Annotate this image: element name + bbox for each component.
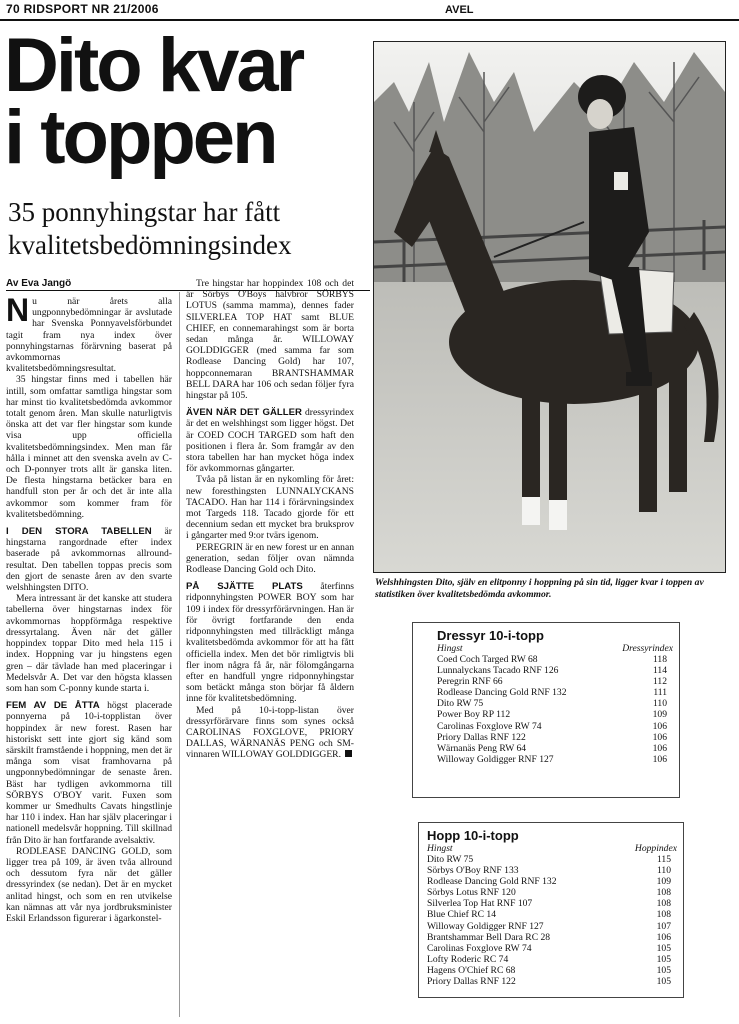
- photo-caption: Welshhingsten Dito, själv en elitponny i hoppning på sin tid, ligger kvar i toppen av statistiken över kvalitetsbedömda avkommor.: [375, 577, 704, 600]
- paragraph: PÅ SJÄTTE PLATS återfinns ridponnyhingsten POWER BOY som har 109 i index för dressyrförärvningen. Han är för övrigt fortfarande den enda ridponnyhingsten med tillräckligt många kvalitetsbedömda avkommor för att ha fått officiella index. Men det bör rimligtvis bli fler inom några få år, när fölomgångarna efter en handfull yngre ridponnyhingstar som betäckt många ston börjar få åldern inne för kvalitetsbedömning.: [186, 581, 354, 705]
- table-row: Dito RW 75 110: [437, 698, 667, 710]
- table-row: Carolinas Foxglove RW 74 106: [437, 720, 667, 732]
- publication-name: RIDSPORT NR 21/2006: [23, 2, 159, 16]
- table-title: Dressyr 10-i-topp: [437, 628, 544, 643]
- table-row: Priory Dallas RNF 122 106: [437, 731, 667, 743]
- table-row: Willoway Goldigger RNF 127 106: [437, 753, 667, 765]
- page-number: 70: [6, 2, 20, 16]
- paragraph: RODLEASE DANCING GOLD, som ligger trea på 109, är även tvåa allround och dessutom fyra när det gäller dressyrindex (se nedan). Det är en mycket anlitad hingst, och som en ren utvikelse kan nämnas att vår nya jordbruksminister Eskil Erlandsson figurerar i ägarkonstel-: [6, 845, 172, 924]
- header-rule: [0, 19, 739, 21]
- table-row: Lunnalyckans Tacado RNF 126 114: [437, 665, 667, 677]
- page-header: [6, 2, 159, 16]
- table-row: Peregrin RNF 66 112: [437, 676, 667, 688]
- column-header-name: Hingst: [427, 843, 453, 854]
- table-row: Willoway Goldigger RNF 127 107: [427, 920, 671, 932]
- paragraph: Tvåa på listan är en nykomling för året: new foresthingsten LUNNALYCKANS TACADO. Han har 114 i förärvningsindex mot Targeds 118. Tacado gjorde för ett decennium sedan ett mycket bra bruksprov i gångarter med 9:or tvärs igenom.: [186, 474, 354, 542]
- paragraph: Med på 10-i-topp-listan över dressyrförärvare finns som synes också CAROLINAS FOXGLOVE, PRIORY DALLAS, WÄRNANÄS PENG och SM-vinnaren WILLOWAY GOLDDIGGER.: [186, 704, 354, 761]
- paragraph-lead: FEM AV DE ÅTTA: [6, 700, 100, 712]
- table-row: Power Boy RP 112 109: [437, 709, 667, 721]
- paragraph: Mera intressant är det kanske att studera tabellerna över hingstarnas index för avkommornas hoppförmåga respektive dressyrtalang. Även när det gäller hoppindex toppar Dito med hela 115 i index. Hoppning var ju hingstens egen gren – där tävlade han med placeringar i Medelsvår A. Det var den högsta klassen som han som C-ponny kunde starta i.: [6, 593, 172, 694]
- paragraph: ÄVEN NÄR DET GÄLLER dressyrindex är det en welshhingst som ligger högst. Det är COED COCH TARGED som haft den positionen i flera år. Som framgår av den stora tabellen har han mycket höga index för avkommornas gångarter.: [186, 407, 354, 475]
- paragraph: 35 hingstar finns med i tabellen här intill, som omfattar samtliga hingstar som har minst tio kvalitetsbedömda avkommor totalt genom åren. Man skulle naturligtvis önska att det var fler hingstar som kunde visa upp officiella kvalitetsbedömningsindex. Men man får hålla i minnet att den svenska aveln av C- och D-ponnyer trots allt är ganska liten. De flesta hingstarna betäcker bara en handfull ston per år och det är inte alla avkommor som kommer fram för kvalitetsbedömning.: [6, 374, 172, 520]
- table-row: Rodlease Dancing Gold RNF 132 111: [437, 687, 667, 699]
- table-row: Sörbys Lotus RNF 120 108: [427, 887, 671, 899]
- subheadline: 35 ponnyhingstar har fått kvalitetsbedömningsindex: [8, 197, 292, 260]
- column-divider: [179, 292, 180, 1017]
- end-mark-icon: [345, 750, 352, 757]
- table-row: Hagens O'Chief RC 68 105: [427, 964, 671, 976]
- headline-line-2: i toppen: [4, 95, 276, 180]
- article-column-2: [186, 278, 354, 761]
- table-row: Sörbys O'Boy RNF 133 110: [427, 865, 671, 877]
- headline: [4, 23, 364, 180]
- column-header-value: Hoppindex: [634, 843, 677, 854]
- column-header-name: Hingst: [437, 643, 463, 654]
- table-body: [437, 654, 673, 765]
- table-row: Priory Dallas RNF 122 105: [427, 976, 671, 988]
- drop-cap: N: [6, 292, 30, 328]
- headline-line-1: Dito kvar: [4, 23, 303, 108]
- section-label: AVEL: [445, 4, 474, 16]
- table-row: Wärnanäs Peng RW 64 106: [437, 742, 667, 754]
- horse-rider-photo: [373, 41, 726, 573]
- paragraph-lead: PÅ SJÄTTE PLATS: [186, 581, 303, 593]
- table-row: Brantshammar Bell Dara RC 28 106: [427, 931, 671, 943]
- table-row: Dito RW 75 115: [427, 854, 671, 865]
- dressyr-top10-table: [412, 622, 680, 798]
- table-row: Carolinas Foxglove RW 74 105: [427, 942, 671, 954]
- hopp-top10-table: [418, 822, 684, 998]
- photo-illustration: [374, 42, 725, 572]
- paragraph: FEM AV DE ÅTTA högst placerade ponnyerna på 10-i-topplistan över hoppindex är new forest. Rasen har historiskt sett inte gjort sig känd som särskilt framstående i hoppning, men det är många som visat framhovarna på ungponnybedömningar de senaste åren. Bäst har tydligen avkommorna till SÖRBYS O'BOY varit. Fuxen som kommer ur Smedhults Cavats hingstlinje har 110 i index. Han har själv placeringar i nationell medelsvår hoppning. Till skillnad från Dito är han fortfarande avelsaktiv.: [6, 700, 172, 846]
- table-row: Rodlease Dancing Gold RNF 132 109: [427, 876, 671, 888]
- byline: Av Eva Jangö: [6, 278, 72, 289]
- paragraph: I DEN STORA TABELLEN är hingstarna rangordnade efter index baserade på avkommornas allround-resultat. Den tabellen toppas precis som den gjort de senaste åren av den svarte welshhingsten DITO.: [6, 526, 172, 594]
- table-body: [427, 854, 677, 987]
- table-header: [437, 644, 673, 654]
- paragraph-lead: I DEN STORA TABELLEN: [6, 526, 152, 538]
- paragraph: PEREGRIN är en new forest ur en annan generation, sedan följer ovan nämnda Rodlease Dancing Gold och Dito.: [186, 541, 354, 576]
- article-column-1: [6, 292, 172, 924]
- table-row: Coed Coch Targed RW 68 118: [437, 654, 667, 665]
- table-title: Hopp 10-i-topp: [427, 828, 519, 843]
- paragraph-lead: ÄVEN NÄR DET GÄLLER: [186, 407, 302, 419]
- table-row: Silverlea Top Hat RNF 107 108: [427, 898, 671, 910]
- table-row: Lofty Roderic RC 74 105: [427, 953, 671, 965]
- column-header-value: Dressyrindex: [622, 643, 673, 654]
- paragraph: Tre hingstar har hoppindex 108 och det är Sörbys O'Boys halvbror SÖRBYS LOTUS (samma mamma), dennes fader SILVERLEA TOP HAT samt BLUE CHIEF, en connemarahingst som är borta sedan många år. WILLOWAY GOLDDIGGER (med samma far som Rodlease Dancing Gold) har 107, hoppconnemaran BRANTSHAMMAR BELL DARA har 106 och sedan följer fyra hingstar på 105.: [186, 278, 354, 402]
- table-header: [427, 844, 677, 854]
- table-row: Blue Chief RC 14 108: [427, 909, 671, 921]
- paragraph: Nu när årets alla ungponnybedömningar är avslutade har Svenska Ponnyavelsförbundet tagit fram nya index över ponnyhingstarnas förärvning baserat på avkommornas kvalitetsbedömningsresultat.: [6, 292, 172, 375]
